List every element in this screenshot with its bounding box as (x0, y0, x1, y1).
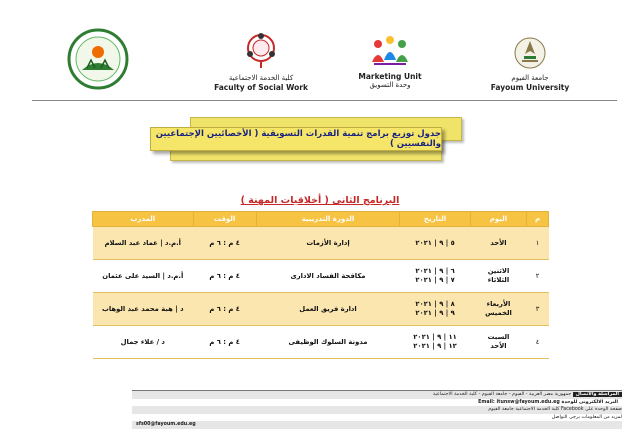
header-course: الدورة التدريبية (256, 212, 400, 227)
cell-trainer: د / علاء جمال (93, 326, 194, 359)
social-work-name-en: Faculty of Social Work (214, 83, 308, 92)
cell-course: مكافحة الفساد الادارى (256, 260, 400, 293)
cell-course: إدارة الأزمات (256, 227, 400, 260)
cell-time: ٤ م : ٦ م (193, 227, 256, 260)
fayoum-name-ar: جامعة الفيوم (511, 74, 549, 82)
cell-trainer: أ.م.د | عماد عبد السلام (93, 227, 194, 260)
cell-num: ١ (527, 227, 549, 260)
cell-date: ٨ | ٩ | ٢٠٢١ ٩ | ٩ | ٢٠٢١ (400, 293, 470, 326)
fayoum-university-logo (490, 36, 570, 92)
marketing-name-en: Marketing Unit (358, 72, 422, 81)
footer-contact-email[interactable]: sfs00@fayoum.edu.eg (132, 421, 622, 429)
table-header-row (93, 212, 549, 227)
social-work-logo (212, 30, 310, 92)
header-time: الوقت (193, 212, 256, 227)
cell-time: ٤ م : ٦ م (193, 326, 256, 359)
cell-day: الاثنين الثلاثاء (470, 260, 526, 293)
social-work-name-ar: كلية الخدمة الاجتماعية (228, 74, 294, 82)
footer-email[interactable]: Email: itunsw@fayoum.edu.eg (478, 399, 560, 405)
cell-date: ٥ | ٩ | ٢٠٢١ (400, 227, 470, 260)
association-seal-logo (66, 28, 130, 94)
footer-email-label: البريد الالكترونى للوحدة (561, 399, 618, 405)
fayoum-name-en: Fayoum University (490, 83, 570, 92)
fayoum-emblem-icon (513, 36, 547, 70)
cell-day: الأربعاء الخميس (470, 293, 526, 326)
title-banner (150, 117, 460, 163)
seal-icon (67, 28, 129, 90)
cell-trainer: د | هبة محمد عبد الوهاب (93, 293, 194, 326)
footer-contact-label: المراسلة والاتصال (573, 392, 622, 397)
footer-email-line (132, 399, 622, 407)
cell-day: الأحد (470, 227, 526, 260)
marketing-people-icon (370, 34, 410, 68)
header-num: م (527, 212, 549, 227)
table-row (93, 293, 549, 326)
header-date: التاريخ (400, 212, 470, 227)
header-divider (32, 100, 617, 101)
marketing-name-ar: وحدة التسويق (369, 81, 411, 89)
program-title: البرنامج الثانى ( أخلاقيات المهنة ) (240, 195, 400, 206)
cell-num: ٣ (527, 293, 549, 326)
cell-num: ٤ (527, 326, 549, 359)
table-row (93, 227, 549, 260)
footer-contact (132, 390, 622, 428)
marketing-unit-logo (350, 34, 430, 90)
cell-course: ادارة فريق العمل (256, 293, 400, 326)
header-trainer: المدرب (93, 212, 194, 227)
cell-course: مدونة السلوك الوظيفى (256, 326, 400, 359)
cell-date: ١١ | ٩ | ٢٠٢١ ١٢ | ٩ | ٢٠٢١ (400, 326, 470, 359)
table-row (93, 260, 549, 293)
cell-day: السبت الأحد (470, 326, 526, 359)
cell-time: ٤ م : ٦ م (193, 293, 256, 326)
footer-facebook-line[interactable]: صفحة الوحدة على Facebook كلية الخدمة الاجتماعية جامعة الفيوم (132, 406, 622, 414)
footer-more-info: لمزيد من المعلومات برجى التواصل (132, 414, 622, 422)
cell-trainer: أ.م.د | السيد على عثمان (93, 260, 194, 293)
cell-time: ٤ م : ٦ م (193, 260, 256, 293)
cell-num: ٢ (527, 260, 549, 293)
table-row (93, 326, 549, 359)
schedule-table (92, 211, 549, 359)
footer-address-line (132, 390, 622, 399)
social-work-emblem-icon (242, 30, 280, 70)
footer-address: جمهورية مصر العربية - الفيوم - جامعة الفيوم - كلية الخدمة الاجتماعية (432, 392, 572, 397)
banner-title: جدول توزيع برامج تنمية القدرات التسويقية ( الأخصائيين الإجتماعيين والنفسيين ) (150, 127, 442, 151)
cell-date: ٦ | ٩ | ٢٠٢١ ٧ | ٩ | ٢٠٢١ (400, 260, 470, 293)
header-day: اليوم (470, 212, 526, 227)
